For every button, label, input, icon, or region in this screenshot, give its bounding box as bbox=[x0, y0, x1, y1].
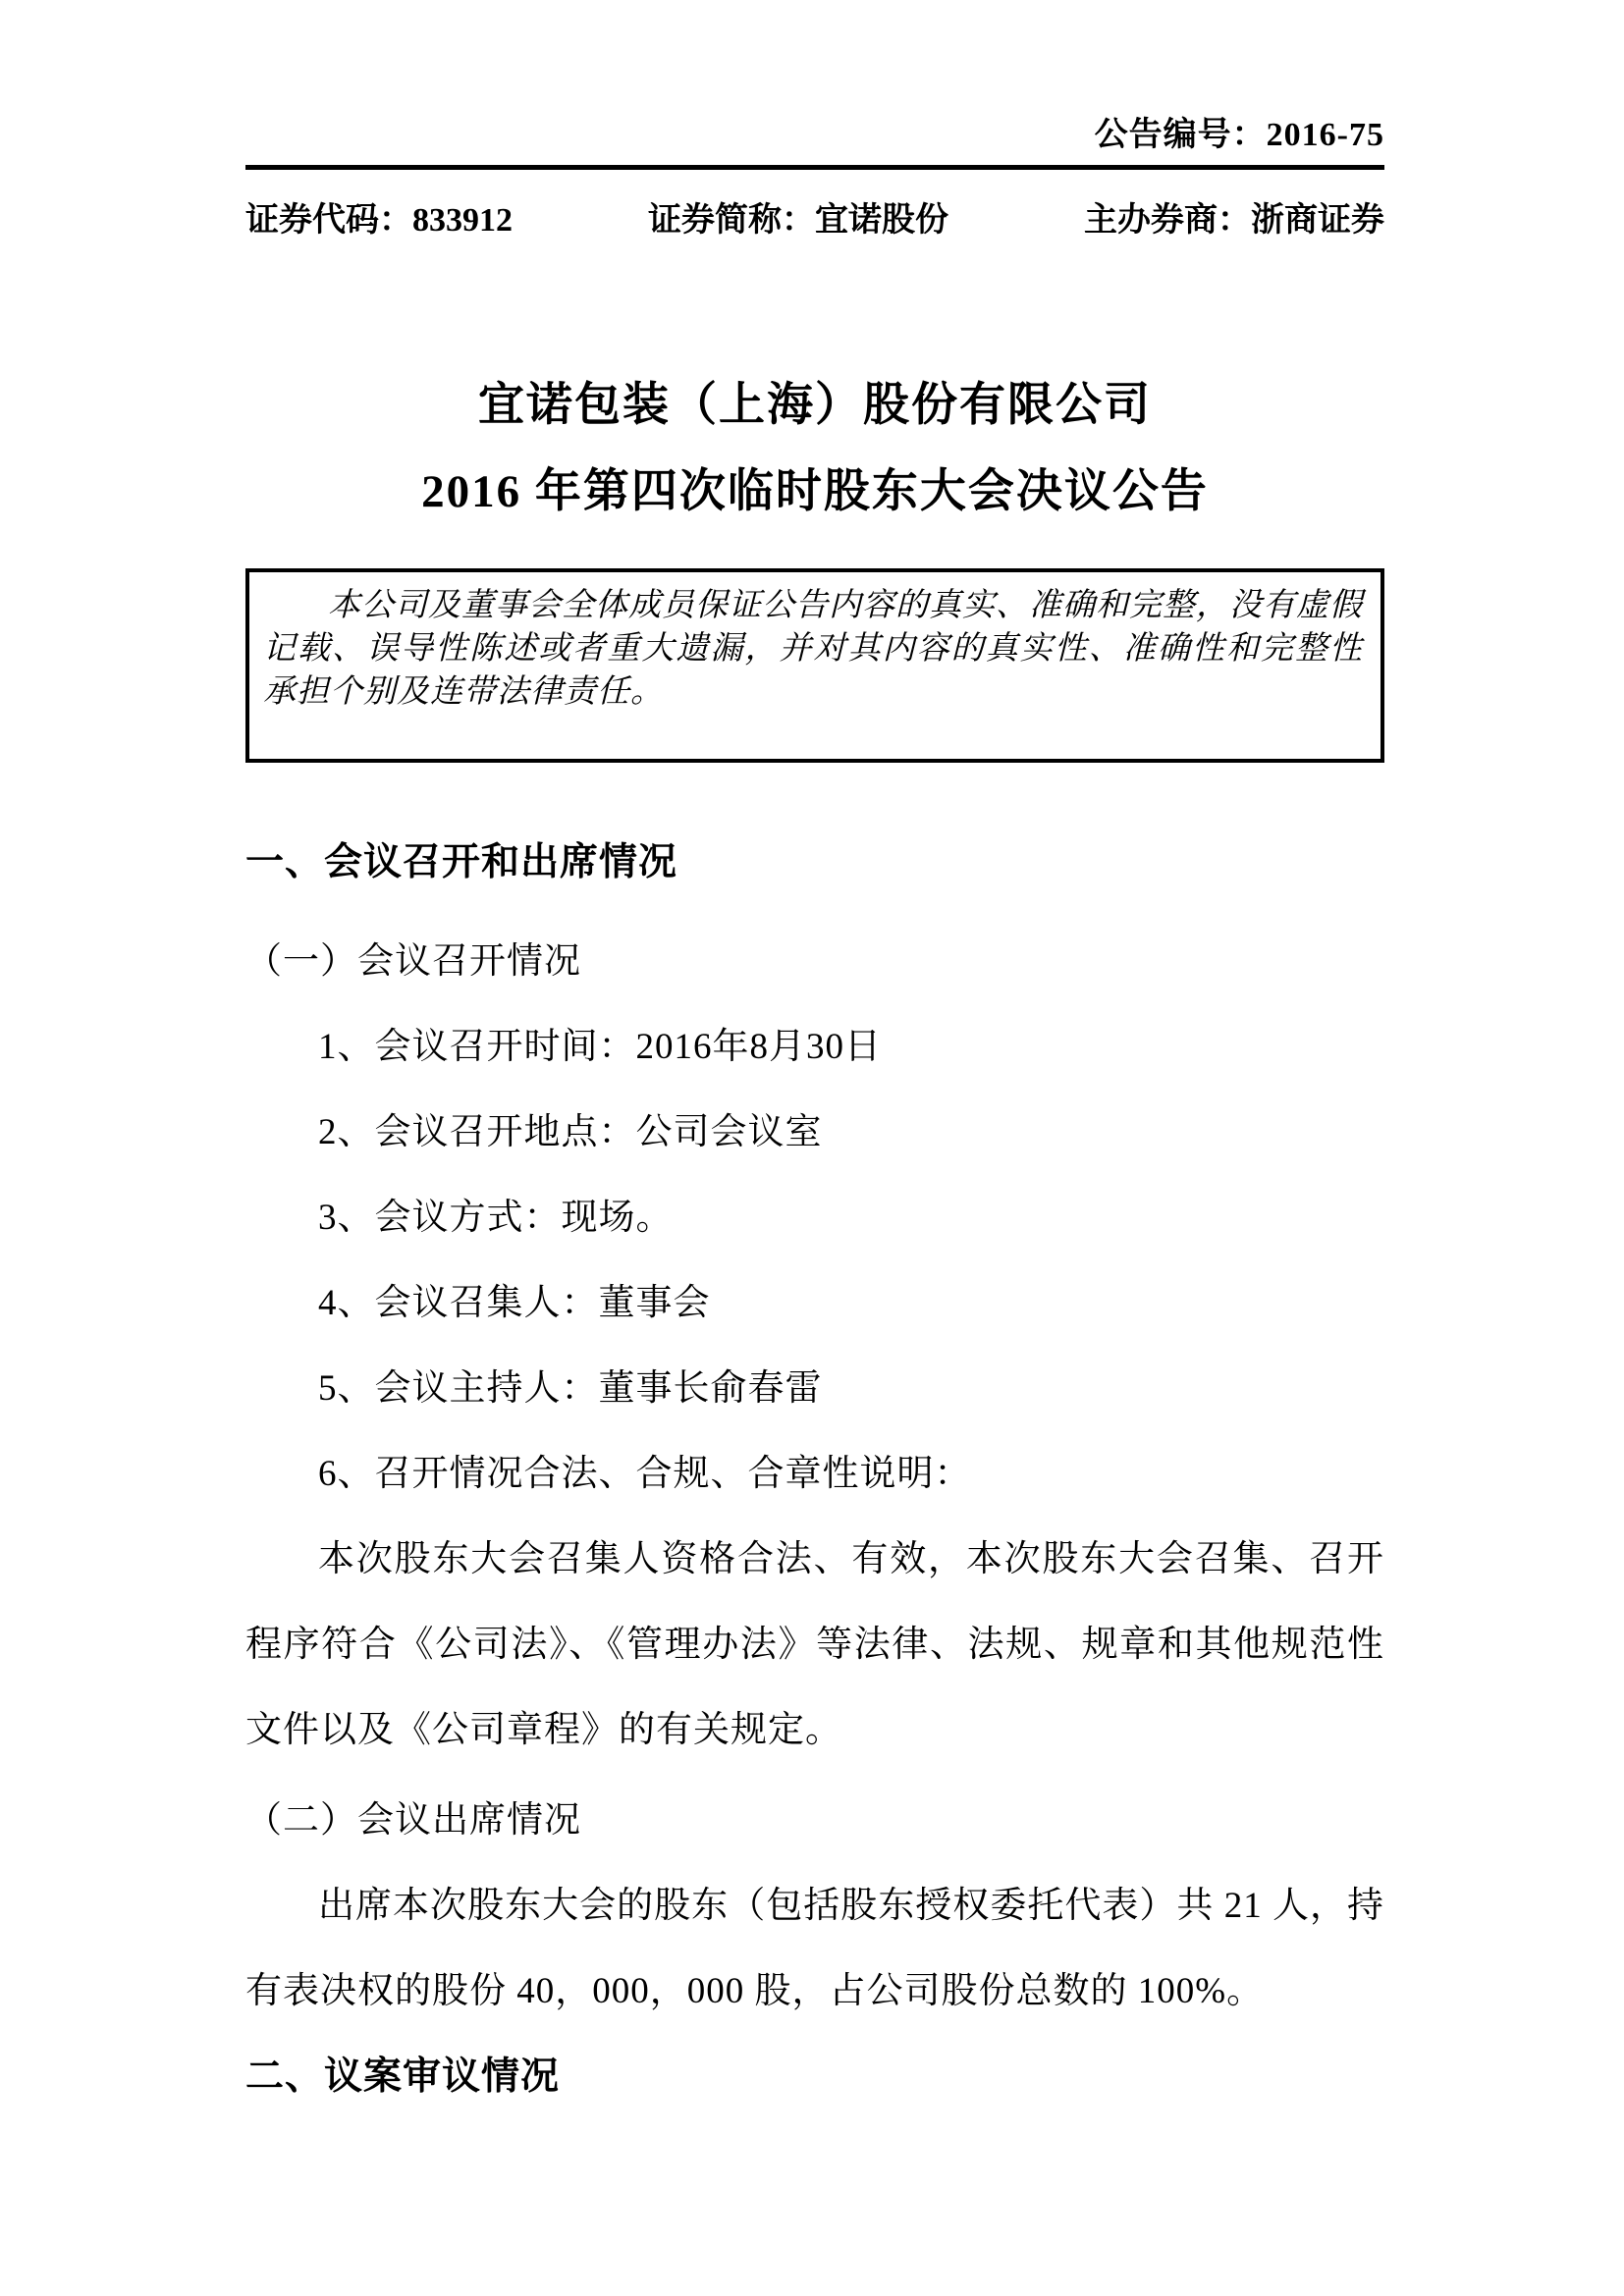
legality-statement-paragraph: 本次股东大会召集人资格合法、有效，本次股东大会召集、召开程序符合《公司法》、《管理办法》等法律、法规、规章和其他规范性文件以及《公司章程》的有关规定。 bbox=[245, 1539, 1384, 1750]
document-body bbox=[245, 820, 1384, 2119]
subsection-1-2-heading: （二）会议出席情况 bbox=[245, 1800, 581, 1841]
meeting-item-legality: 6、召开情况合法、合规、合章性说明： bbox=[318, 1454, 972, 1494]
subsection-1-1-heading: （一）会议召开情况 bbox=[245, 941, 581, 982]
company-name-title: 宜诺包装（上海）股份有限公司 bbox=[478, 380, 1152, 431]
disclaimer-text: 本公司及董事会全体成员保证公告内容的真实、准确和完整，没有虚假记载、误导性陈述或者重大遗漏，并对其内容的真实性、准确性和完整性承担个别及连带法律责任。 bbox=[263, 588, 1363, 710]
header-divider bbox=[245, 165, 1384, 170]
stock-short-name: 证券简称：宜诺股份 bbox=[648, 202, 948, 239]
section-2-heading: 二、议案审议情况 bbox=[245, 2056, 561, 2098]
stock-code: 证券代码：833912 bbox=[245, 202, 513, 239]
disclaimer-box bbox=[245, 568, 1384, 763]
announcement-number: 公告编号：2016-75 bbox=[1094, 117, 1384, 153]
meeting-item-place: 2、会议召开地点：公司会议室 bbox=[318, 1112, 823, 1152]
meeting-item-time: 1、会议召开时间：2016年8月30日 bbox=[318, 1027, 882, 1067]
meeting-resolution-title: 2016 年第四次临时股东大会决议公告 bbox=[421, 466, 1209, 517]
sponsor: 主办券商：浙商证券 bbox=[1084, 202, 1384, 239]
meeting-item-method: 3、会议方式：现场。 bbox=[318, 1198, 674, 1238]
attendance-paragraph: 出席本次股东大会的股东（包括股东授权委托代表）共 21 人，持有表决权的股份 40，000，000 股，占公司股份总数的 100%。 bbox=[245, 1886, 1384, 2011]
section-1-heading: 一、会议召开和出席情况 bbox=[245, 841, 678, 883]
meeting-item-chair: 5、会议主持人：董事长俞春雷 bbox=[318, 1368, 823, 1409]
securities-info-row bbox=[245, 201, 1384, 240]
meeting-item-convener: 4、会议召集人：董事会 bbox=[318, 1283, 711, 1323]
